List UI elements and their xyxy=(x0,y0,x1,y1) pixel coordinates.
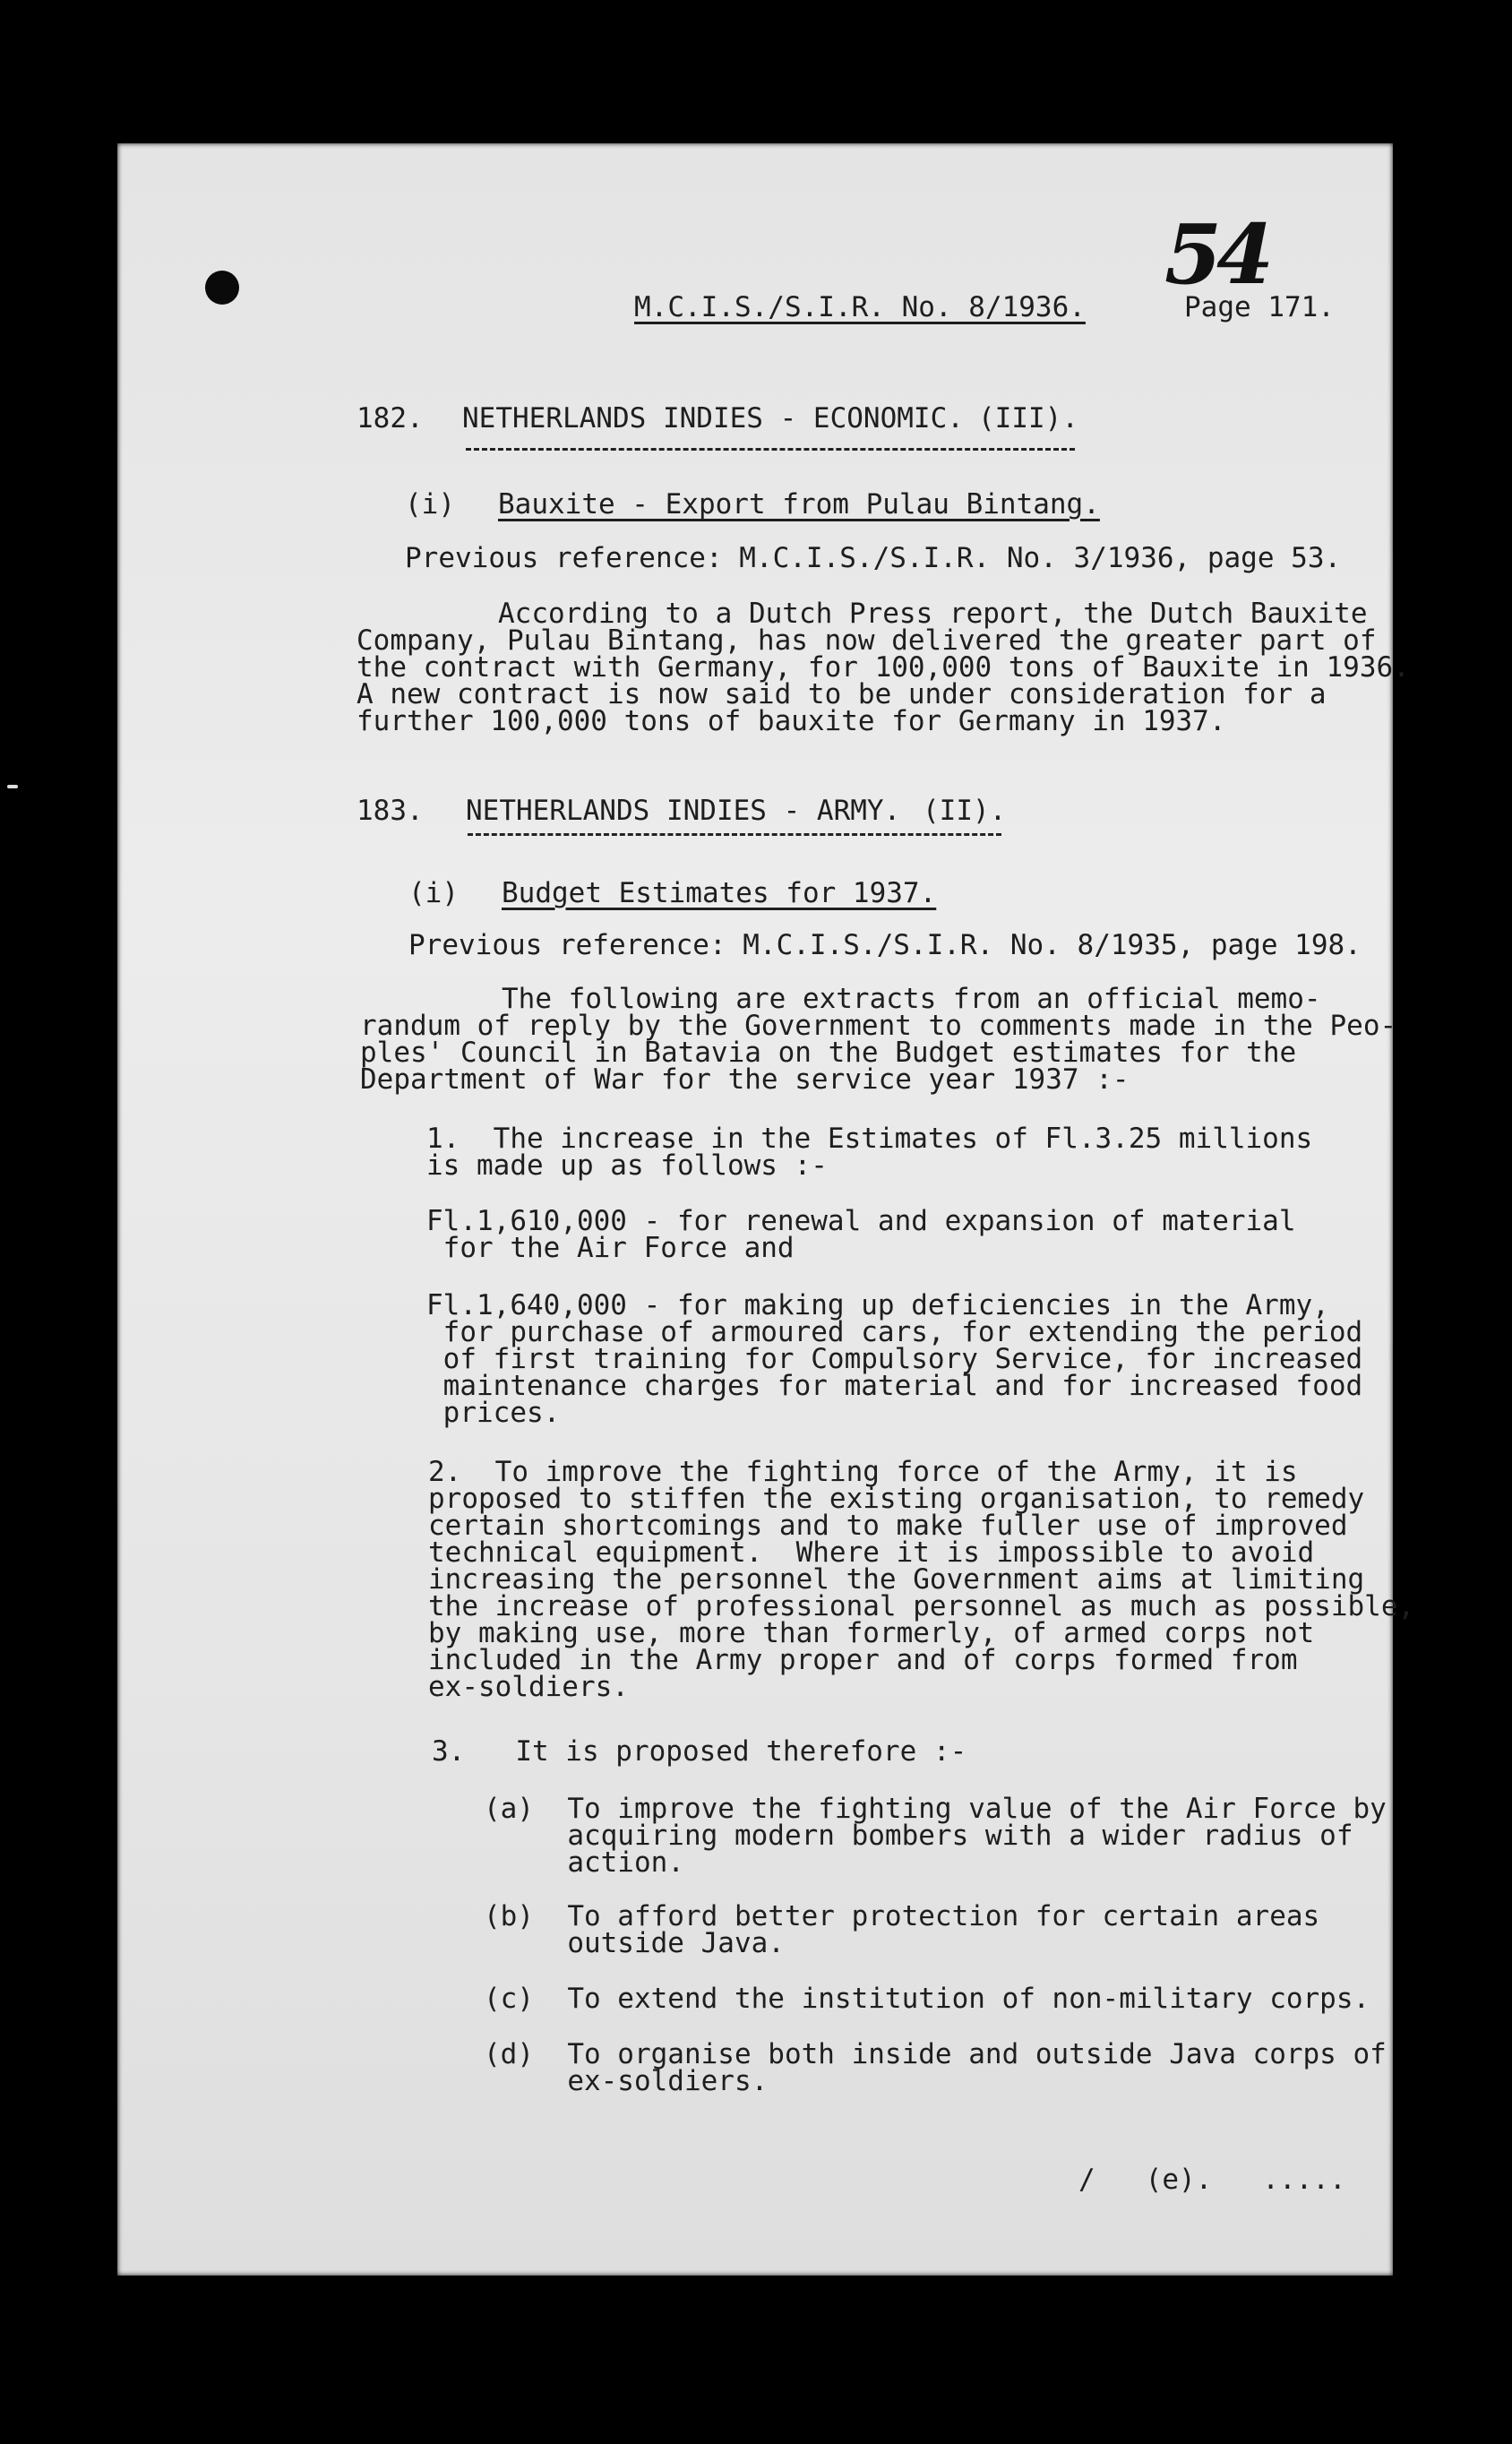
section-182-part: (III). xyxy=(978,402,1078,435)
section-183-intro-line: ples' Council in Batavia on the Budget estimates for the xyxy=(360,1037,1297,1069)
subitem-d-line: ex-soldiers. xyxy=(484,2065,769,2097)
paragraph-2-line: by making use, more than formerly, of armed corps not xyxy=(428,1617,1315,1649)
section-182-para-line: the contract with Germany, for 100,000 tons of Bauxite in 1936. xyxy=(357,651,1410,684)
paragraph-2-line: the increase of professional personnel as much as possible, xyxy=(428,1590,1415,1622)
section-183-part: (II). xyxy=(923,795,1007,827)
paragraph-2-line: ex-soldiers. xyxy=(428,1671,629,1703)
section-182-underline xyxy=(466,448,1075,451)
section-182-item-number: (i) xyxy=(405,488,455,521)
page-number: Page 171. xyxy=(1184,291,1335,323)
subitem-a-line: action. xyxy=(484,1846,684,1879)
paragraph-2-line: technical equipment. Where it is impossible to avoid xyxy=(428,1536,1315,1569)
section-183-intro-line: Department of War for the service year 1937 :- xyxy=(360,1063,1130,1096)
film-speck xyxy=(7,785,18,788)
subitem-b-line: outside Java. xyxy=(484,1927,785,1959)
section-182-para-line: Company, Pulau Bintang, has now delivered the greater part of xyxy=(357,624,1377,657)
section-182-para-line: According to a Dutch Press report, the Dutch Bauxite xyxy=(498,598,1368,630)
subitem-b-line: (b) To afford better protection for certain areas xyxy=(484,1900,1320,1932)
punch-hole xyxy=(205,271,239,305)
section-183-title: NETHERLANDS INDIES - ARMY. xyxy=(466,795,901,827)
section-182-item-title: Bauxite - Export from Pulau Bintang. xyxy=(498,488,1100,521)
paragraph-2-line: 2. To improve the fighting force of the Army, it is xyxy=(428,1456,1298,1488)
paragraph-2-line: increasing the personnel the Government aims at limiting xyxy=(428,1563,1365,1596)
section-183-number: 183. xyxy=(357,795,424,827)
subitem-c-line: (c) To extend the institution of non-military corps. xyxy=(484,1983,1370,2015)
section-182-previous-reference: Previous reference: M.C.I.S./S.I.R. No. 3/1936, page 53. xyxy=(405,542,1342,574)
section-183-underline xyxy=(468,833,1001,836)
funding-item-2-line: of first training for Compulsory Service, for increased xyxy=(426,1343,1363,1375)
handwritten-folio-number: 54 xyxy=(1164,206,1269,303)
funding-item-2-line: Fl.1,640,000 - for making up deficiencies in the Army, xyxy=(426,1289,1329,1321)
section-182-para-line: further 100,000 tons of bauxite for Germany in 1937. xyxy=(357,705,1226,737)
paragraph-1-line: 1. The increase in the Estimates of Fl.3.25 millions xyxy=(426,1123,1313,1155)
section-182-para-line: A new contract is now said to be under consideration for a xyxy=(357,678,1327,710)
subitem-a-line: (a) To improve the fighting value of the Air Force by xyxy=(484,1793,1387,1825)
funding-item-1-line: Fl.1,610,000 - for renewal and expansion of material xyxy=(426,1205,1296,1237)
subitem-d-line: (d) To organise both inside and outside Java corps of xyxy=(484,2038,1387,2070)
paragraph-2-line: proposed to stiffen the existing organisation, to remedy xyxy=(428,1483,1365,1515)
funding-item-2-line: prices. xyxy=(426,1397,561,1429)
section-183-item-title: Budget Estimates for 1937. xyxy=(502,877,937,909)
continuation-marker: / (e). ..... xyxy=(1078,2164,1346,2196)
section-183-intro-line: The following are extracts from an official memo- xyxy=(502,983,1321,1015)
section-183-previous-reference: Previous reference: M.C.I.S./S.I.R. No. 8/1935, page 198. xyxy=(408,929,1362,961)
paragraph-2-line: included in the Army proper and of corps formed from xyxy=(428,1644,1298,1676)
funding-item-2-line: maintenance charges for material and for increased food xyxy=(426,1370,1363,1402)
paragraph-1-line: is made up as follows :- xyxy=(426,1149,828,1182)
paragraph-3-intro: 3. It is proposed therefore :- xyxy=(432,1735,967,1768)
paragraph-2-line: certain shortcomings and to make fuller use of improved xyxy=(428,1510,1348,1542)
funding-item-1-line: for the Air Force and xyxy=(426,1232,795,1264)
funding-item-2-line: for purchase of armoured cars, for extending the period xyxy=(426,1316,1363,1348)
subitem-a-line: acquiring modern bombers with a wider radius of xyxy=(484,1820,1353,1852)
section-182-title: NETHERLANDS INDIES - ECONOMIC. xyxy=(462,402,964,435)
section-183-item-number: (i) xyxy=(408,877,459,909)
section-182-number: 182. xyxy=(357,402,424,435)
document-reference: M.C.I.S./S.I.R. No. 8/1936. xyxy=(634,291,1086,323)
section-183-intro-line: randum of reply by the Government to comments made in the Peo- xyxy=(360,1010,1397,1042)
